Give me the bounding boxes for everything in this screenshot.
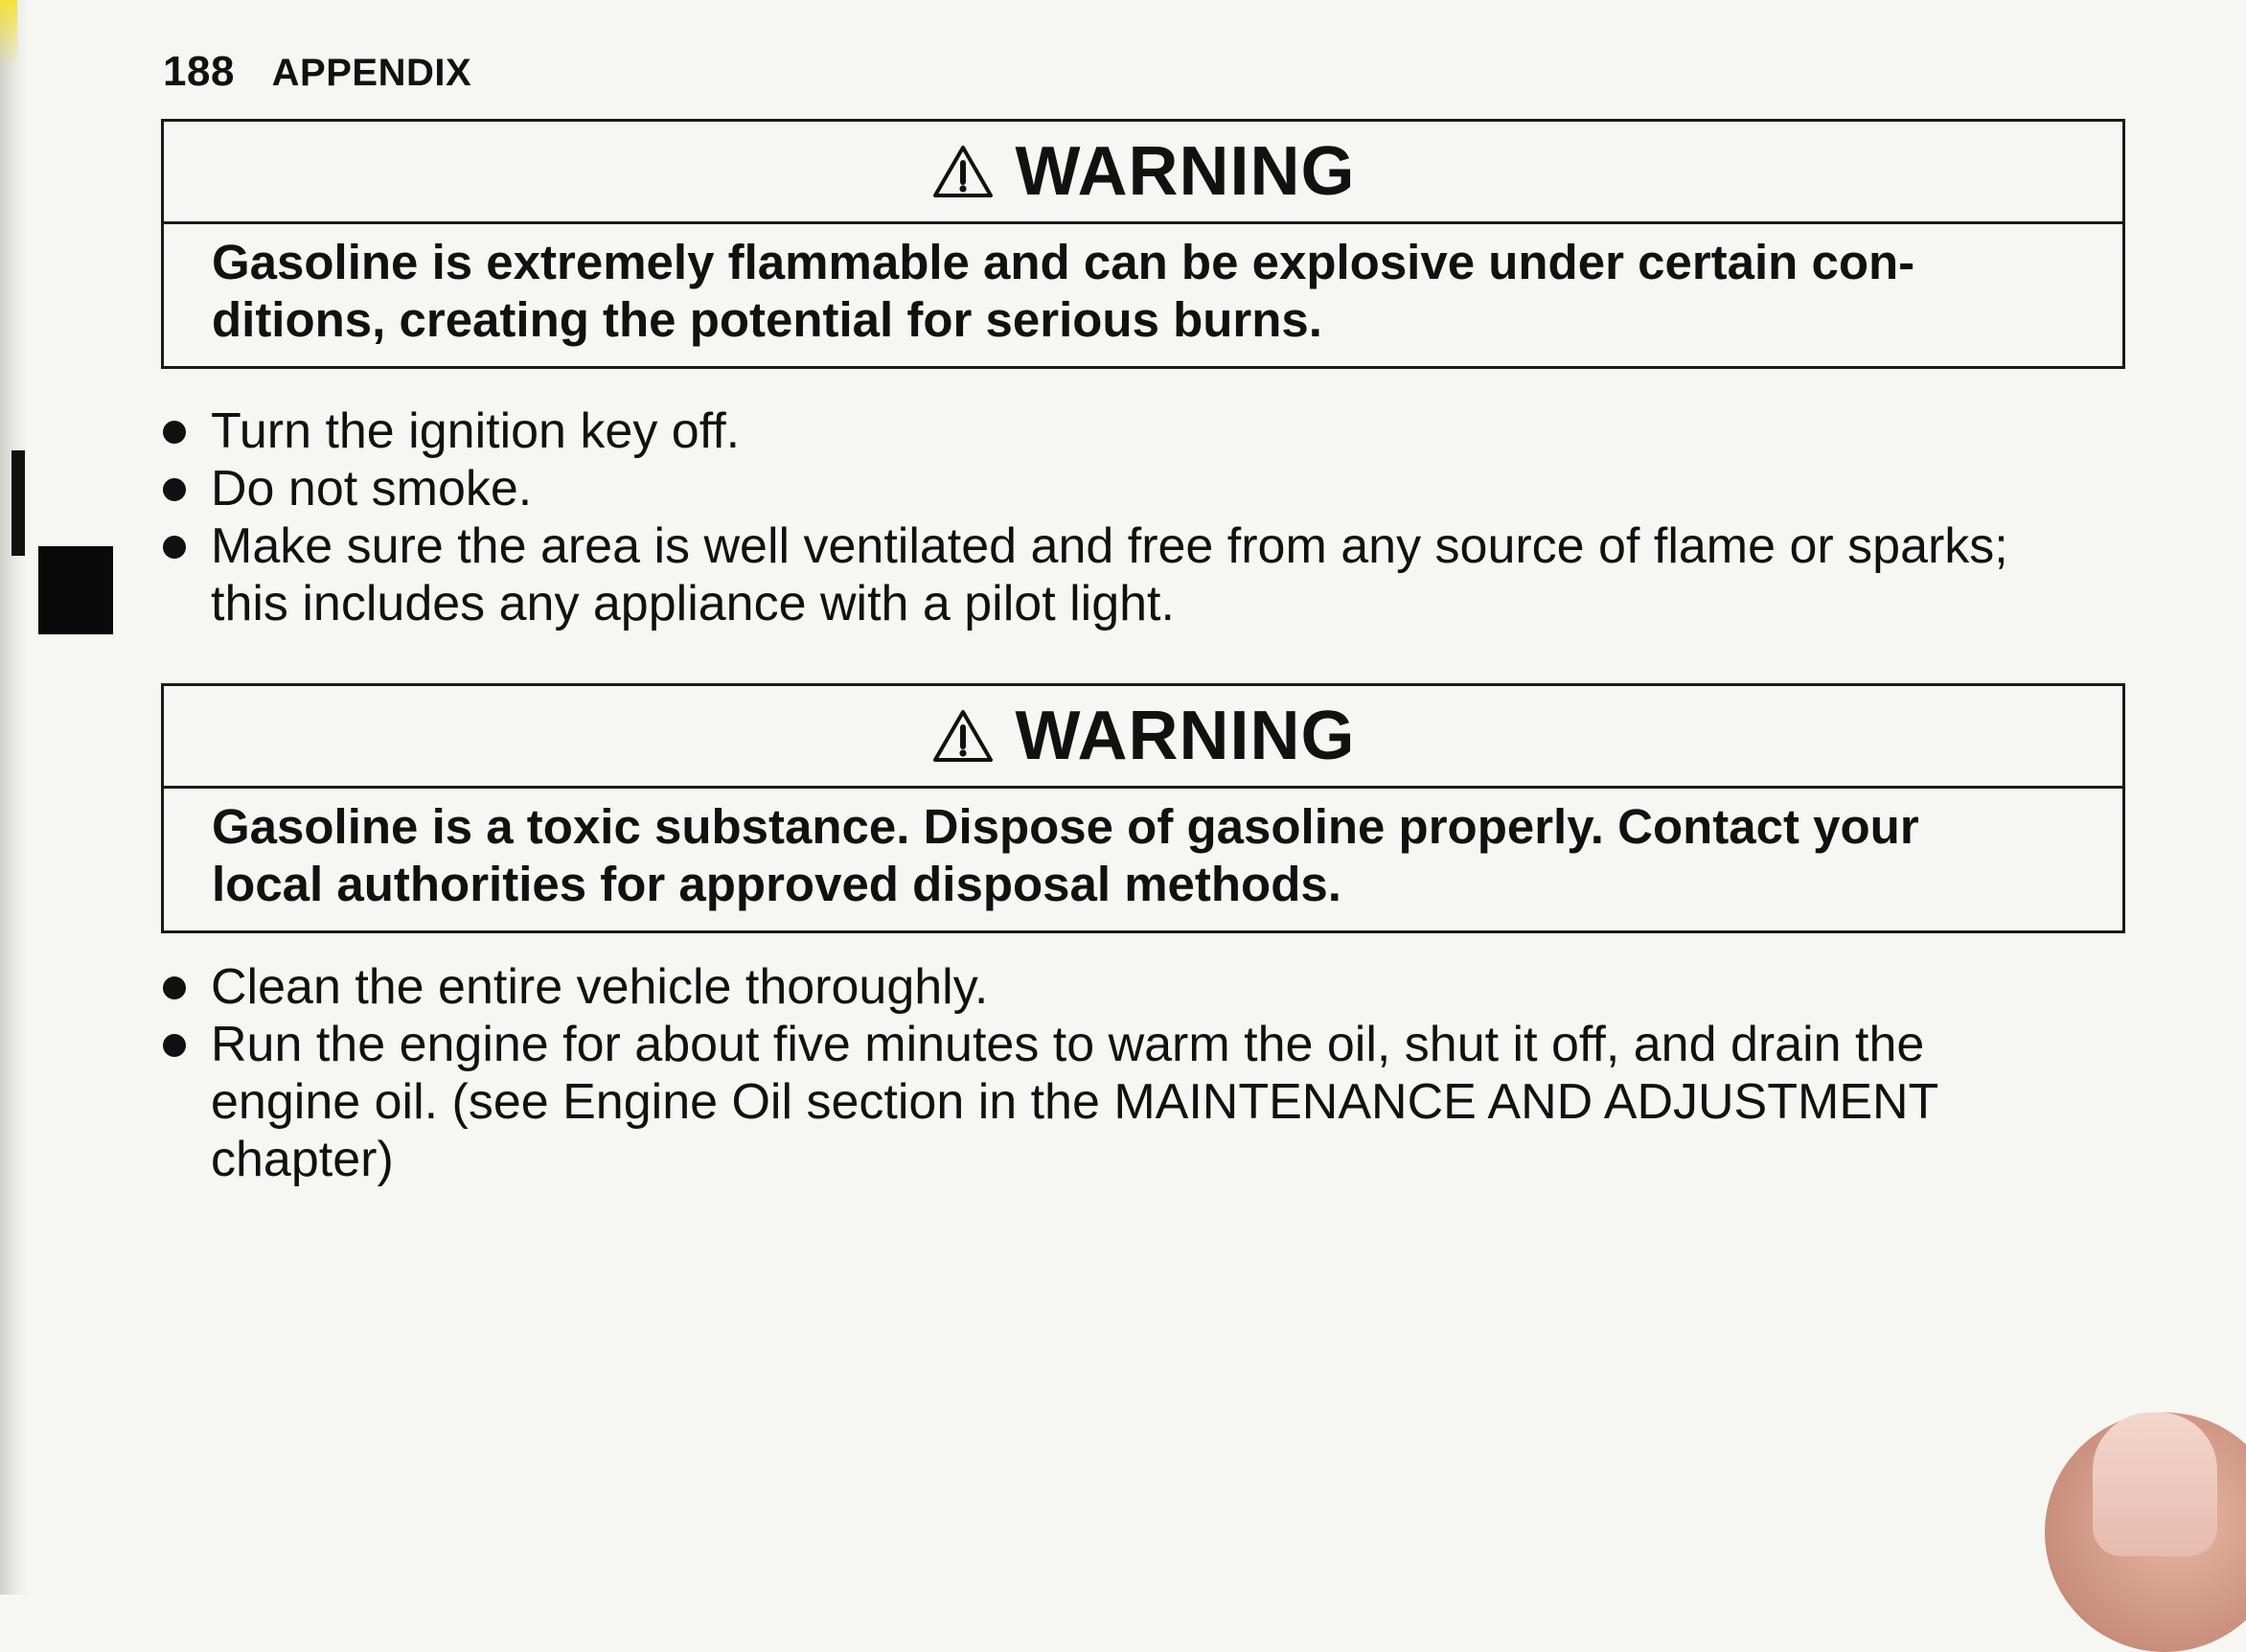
list-item: Do not smoke. [161,460,2135,517]
precaution-list [161,402,2135,632]
section-title: APPENDIX [271,52,472,94]
warning-box [161,683,2125,933]
bullet-icon [163,421,186,444]
list-item: Make sure the area is well ventilated and free from any source of flame or sparks; this includes any appliance with a pilot light. [161,517,2135,632]
bullet-icon [163,478,186,501]
warning-triangle-icon [931,708,995,764]
warning-line: Gasoline is a toxic substance. Dispose of gasoline properly. Contact your [212,799,1919,854]
warning-title-row [164,122,2122,224]
warning-title-row [164,686,2122,789]
fingernail [2093,1412,2217,1556]
procedure-list [161,958,2135,1188]
warning-line: local authorities for approved disposal methods. [212,857,1341,911]
bullet-icon [163,1034,186,1057]
warning-box [161,119,2125,369]
warning-line: Gasoline is extremely flammable and can be explosive under certain con- [212,235,1915,289]
sticky-note-edge [0,0,17,67]
warning-title: WARNING [1015,133,1356,210]
warning-text [164,224,2122,366]
page-header [163,48,471,96]
page-number: 188 [163,48,235,95]
list-item: Clean the entire vehicle thoroughly. [161,958,2135,1016]
section-thumb-tab [38,546,113,634]
warning-text [164,789,2122,930]
warning-triangle-icon [931,144,995,199]
warning-title: WARNING [1015,698,1356,774]
warning-line: ditions, creating the potential for serious burns. [212,292,1322,347]
list-item: Turn the ignition key off. [161,402,2135,460]
list-item: Run the engine for about five minutes to warm the oil, shut it off, and drain the engine oil. (see Engine Oil section in the MAINTENANCE AND ADJUSTMENT chapter) [161,1016,2135,1188]
page-edge [0,0,29,1595]
edge-mark [11,450,25,556]
bullet-icon [163,976,186,999]
bullet-icon [163,536,186,559]
